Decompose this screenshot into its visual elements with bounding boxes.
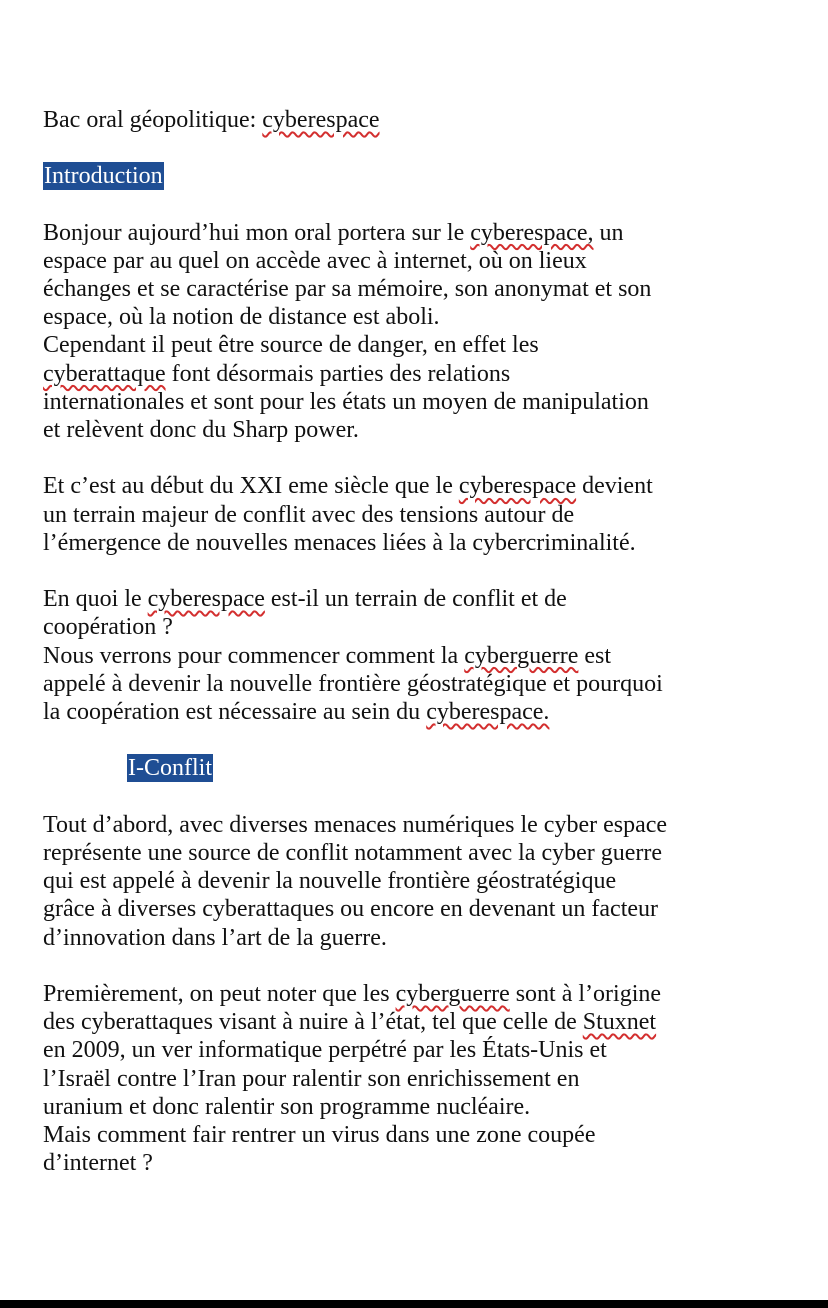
text-line: appelé à devenir la nouvelle frontière géostratégique et pourquoi xyxy=(43,670,663,697)
text-run: Et c’est au début du XXI eme siècle que le xyxy=(43,473,459,500)
misspelled-word: cyberespace. xyxy=(426,699,550,726)
text-run: font désormais parties des relations xyxy=(165,360,511,387)
text-run: sont à l’origine xyxy=(509,981,662,1007)
intro-paragraph-2 xyxy=(43,472,783,557)
text-run: Premièrement, on peut noter que les xyxy=(43,981,396,1007)
misspelled-word: cyberguerre xyxy=(395,981,510,1007)
text-line: échanges et se caractérise par sa mémoire, son anonymat et son xyxy=(43,276,652,302)
misspelled-word: cyberattaque xyxy=(43,360,166,387)
intro-paragraph-3 xyxy=(43,585,783,726)
text-run: Bonjour aujourd’hui mon oral portera sur le xyxy=(43,219,471,246)
text-line: espace par au quel on accède avec à internet, où on lieux xyxy=(43,247,587,274)
misspelled-word: Stuxnet xyxy=(582,1009,657,1036)
text-line: un terrain majeur de conflit avec des tensions autour de xyxy=(43,501,575,528)
text-line: Mais comment fair rentrer un virus dans une zone coupée xyxy=(43,1122,596,1149)
text-line: représente une source de conflit notamment avec la cyber guerre xyxy=(43,840,663,866)
misspelled-word: cyberguerre xyxy=(464,642,579,669)
conflict-heading-line xyxy=(43,754,783,782)
text-line: d’innovation dans l’art de la guerre. xyxy=(43,924,387,951)
misspelled-word: cyberespace, xyxy=(470,219,594,246)
intro-paragraph-1 xyxy=(43,219,783,445)
text-line: l’Israël contre l’Iran pour ralentir son enrichissement en xyxy=(43,1065,580,1092)
text-line: Cependant il peut être source de danger, en effet les xyxy=(43,332,539,359)
text-line: coopération ? xyxy=(43,614,173,641)
text-line: d’internet ? xyxy=(43,1150,153,1177)
text-run: Nous verrons pour commencer comment la xyxy=(43,642,465,669)
text-line: Tout d’abord, avec diverses menaces numériques le cyber espace xyxy=(43,811,668,838)
text-line: espace, où la notion de distance est aboli. xyxy=(43,304,440,331)
title-text: Bac oral géopolitique: xyxy=(43,107,263,133)
text-run: est xyxy=(578,642,612,669)
text-run: En quoi le xyxy=(43,586,148,613)
text-run: des cyberattaques visant à nuire à l’état, tel que celle de xyxy=(43,1009,583,1036)
title-misspelled-word: cyberespace xyxy=(262,107,380,133)
text-line: en 2009, un ver informatique perpétré par les États-Unis et xyxy=(43,1037,607,1064)
text-line: grâce à diverses cyberattaques ou encore en devenant un facteur xyxy=(43,896,659,923)
intro-heading: Introduction xyxy=(44,163,163,190)
text-run: la coopération est nécessaire au sein du xyxy=(43,699,427,726)
bottom-bar xyxy=(0,1300,828,1308)
text-line: uranium et donc ralentir son programme nucléaire. xyxy=(43,1093,531,1120)
intro-heading-line xyxy=(43,162,783,190)
document-title xyxy=(43,106,783,134)
conflict-heading: I-Conflit xyxy=(128,755,212,782)
conflict-paragraph-2 xyxy=(43,980,783,1177)
text-line: internationales et sont pour les états un moyen de manipulation xyxy=(43,388,649,415)
conflict-paragraph-1 xyxy=(43,811,783,952)
text-run: un xyxy=(593,219,624,246)
text-run: devient xyxy=(576,473,653,500)
misspelled-word: cyberespace xyxy=(147,586,265,613)
text-line: l’émergence de nouvelles menaces liées à la cybercriminalité. xyxy=(43,529,636,556)
text-run: est-il un terrain de conflit et de xyxy=(264,586,567,613)
text-line: qui est appelé à devenir la nouvelle frontière géostratégique xyxy=(43,868,617,895)
text-line: et relèvent donc du Sharp power. xyxy=(43,417,359,444)
document-page xyxy=(43,106,783,1177)
misspelled-word: cyberespace xyxy=(458,473,577,500)
